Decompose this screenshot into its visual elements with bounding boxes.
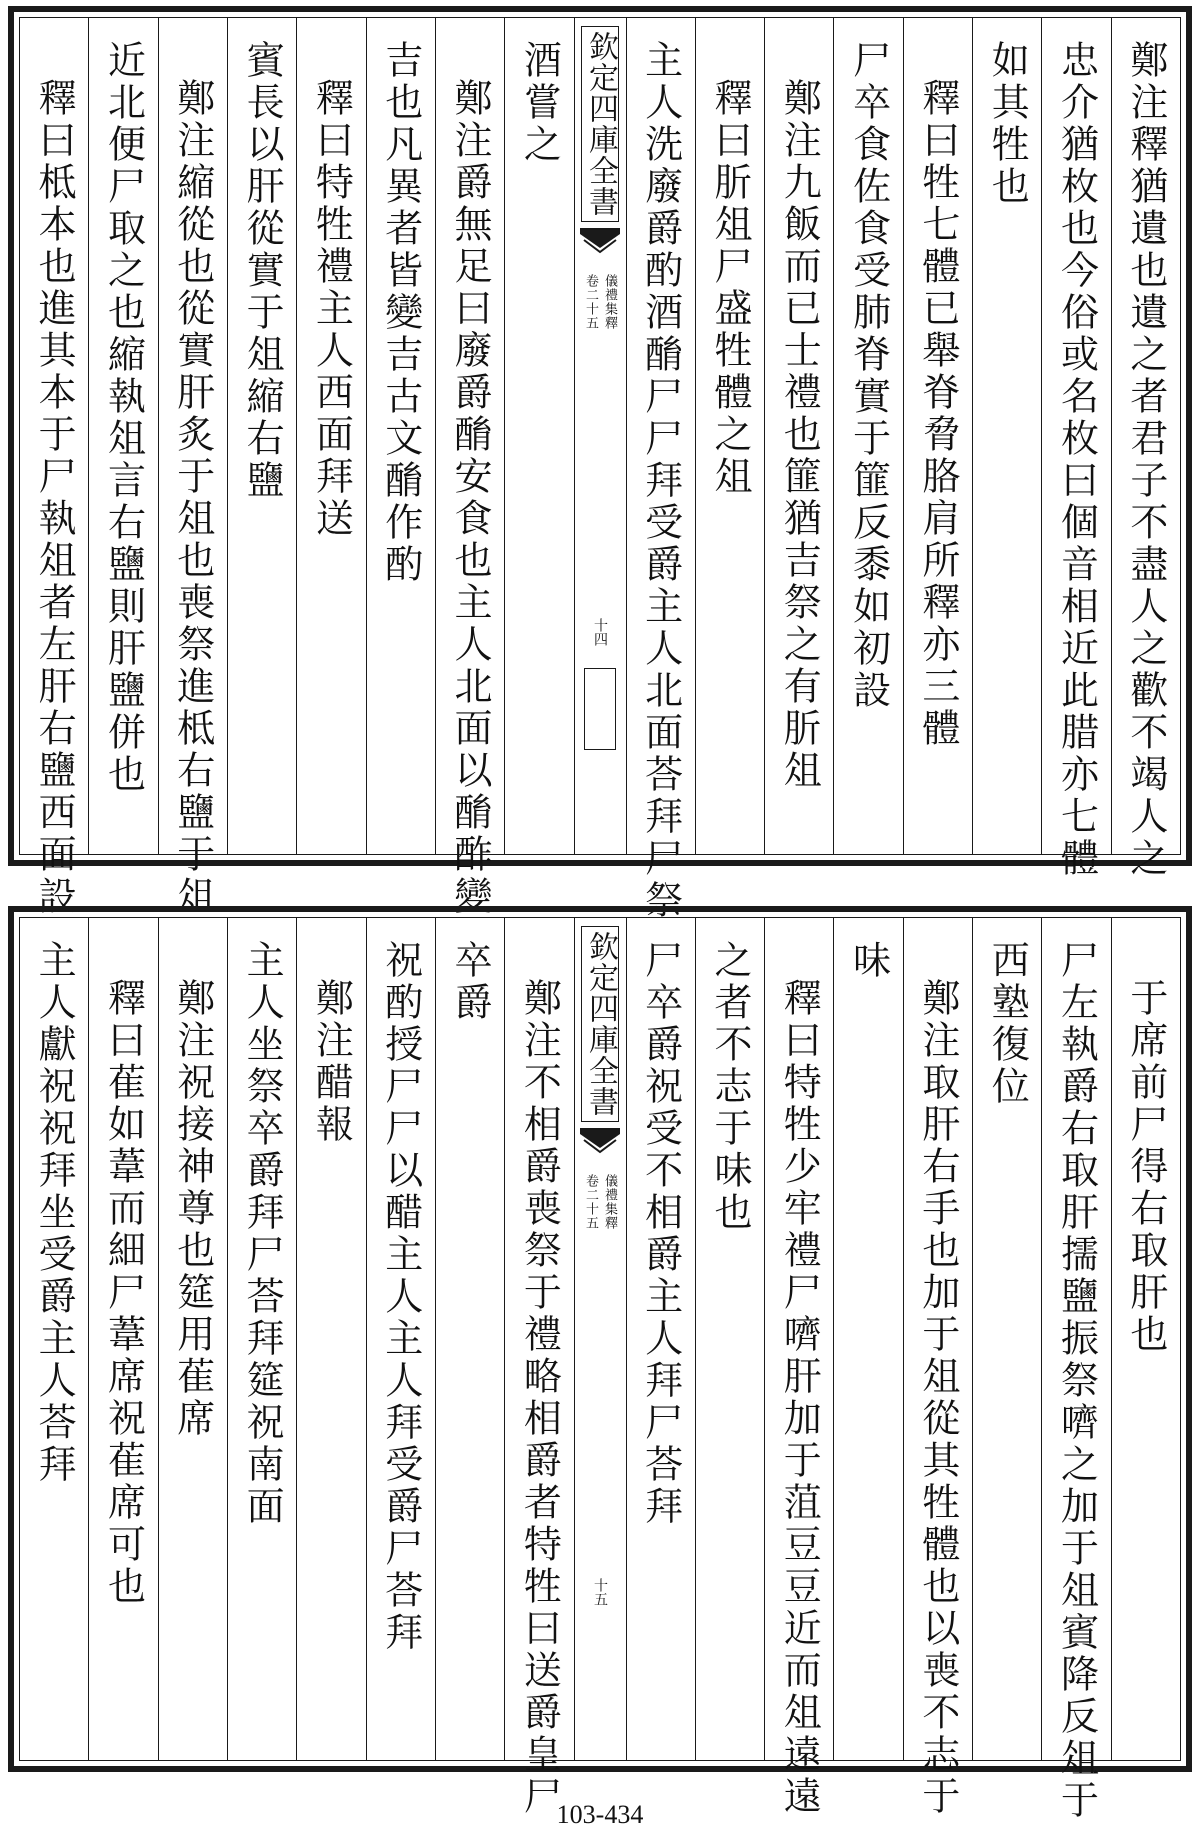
spine-page-number: 十五 bbox=[592, 1578, 608, 1606]
column-text: 鄭注取肝右手也加于俎從其牲體也以喪不志于 bbox=[915, 978, 960, 1818]
text-column bbox=[1111, 918, 1180, 1760]
text-column bbox=[626, 918, 695, 1760]
column-text: 鄭注爵無足曰廢爵酳安食也主人北面以酳酢變 bbox=[448, 78, 493, 918]
top-page-frame bbox=[8, 6, 1192, 922]
column-text: 忠介猶枚也今俗或名枚曰個音相近此腊亦七體 bbox=[1054, 40, 1099, 880]
fishtail-ornament-icon bbox=[580, 228, 620, 258]
column-text: 于席前尸得右取肝也 bbox=[1123, 978, 1168, 1356]
text-column bbox=[227, 918, 296, 1760]
text-column bbox=[366, 918, 435, 1760]
page-spine bbox=[574, 918, 626, 1760]
text-column bbox=[435, 918, 504, 1760]
column-text: 鄭注不相爵喪祭于禮略相爵者特牲曰送爵皇尸 bbox=[517, 978, 562, 1818]
text-column bbox=[972, 18, 1041, 854]
spine-box bbox=[584, 668, 616, 750]
spine-volume: 卷二十五 bbox=[583, 274, 598, 330]
text-column bbox=[366, 18, 435, 854]
column-text: 鄭注縮從也從實肝炙于俎也喪祭進柢右鹽于俎 bbox=[170, 78, 215, 918]
column-text: 西塾復位 bbox=[985, 940, 1030, 1108]
text-column bbox=[504, 918, 573, 1818]
text-column bbox=[296, 18, 365, 854]
column-text: 賓長以肝從實于俎縮右鹽 bbox=[240, 40, 285, 502]
column-text: 如其牲也 bbox=[985, 40, 1030, 208]
spine-meta bbox=[584, 274, 616, 330]
top-page-columns bbox=[20, 18, 1180, 922]
text-column bbox=[158, 918, 227, 1760]
text-column bbox=[88, 918, 157, 1760]
column-text: 釋曰萑如葦而細尸葦席祝萑席可也 bbox=[101, 978, 146, 1608]
column-text: 卒爵 bbox=[448, 940, 493, 1024]
text-column bbox=[227, 18, 296, 854]
text-column bbox=[903, 918, 972, 1818]
column-text: 鄭注釋猶遺也遺之者君子不盡人之歡不竭人之 bbox=[1123, 40, 1168, 880]
spine-book-title: 儀禮集釋 bbox=[602, 274, 617, 330]
text-column bbox=[626, 18, 695, 922]
text-column bbox=[1041, 918, 1110, 1822]
column-text: 吉也凡異者皆變吉古文酳作酌 bbox=[378, 40, 423, 586]
column-text: 尸卒爵祝受不相爵主人拜尸荅拜 bbox=[638, 940, 683, 1528]
column-text: 主人獻祝祝拜坐受爵主人荅拜 bbox=[32, 940, 77, 1486]
text-column bbox=[20, 18, 88, 918]
spine-volume: 卷二十五 bbox=[583, 1174, 598, 1230]
column-text: 祝酌授尸尸以醋主人主人拜受爵尸荅拜 bbox=[378, 940, 423, 1654]
column-text: 鄭注九飯而已士禮也篚猶吉祭之有肵俎 bbox=[777, 78, 822, 792]
text-column bbox=[972, 918, 1041, 1760]
column-text: 鄭注醋報 bbox=[309, 978, 354, 1146]
text-column bbox=[903, 18, 972, 854]
column-text: 味 bbox=[846, 940, 891, 982]
text-column bbox=[833, 918, 902, 1760]
spine-book-title: 儀禮集釋 bbox=[602, 1174, 617, 1230]
fishtail-ornament-icon bbox=[580, 1128, 620, 1158]
column-text: 鄭注祝接神尊也筵用萑席 bbox=[170, 978, 215, 1440]
text-column bbox=[296, 918, 365, 1760]
text-column bbox=[764, 918, 833, 1818]
column-text: 之者不志于味也 bbox=[707, 940, 752, 1234]
column-text: 釋曰特牲禮主人西面拜送 bbox=[309, 78, 354, 540]
text-column bbox=[833, 18, 902, 854]
text-column bbox=[695, 918, 764, 1760]
text-column bbox=[764, 18, 833, 854]
column-text: 主人洗廢爵酌酒酳尸尸拜受爵主人北面荅拜尸祭 bbox=[638, 40, 683, 922]
column-text: 酒嘗之 bbox=[517, 40, 562, 166]
spine-title: 欽定四庫全書 bbox=[581, 926, 619, 1122]
text-column bbox=[504, 18, 573, 854]
column-text: 近北便尸取之也縮執俎言右鹽則肝鹽併也 bbox=[101, 40, 146, 796]
text-column bbox=[1041, 18, 1110, 880]
page-spine bbox=[574, 18, 626, 854]
text-column bbox=[695, 18, 764, 854]
text-column bbox=[88, 18, 157, 854]
spine-page-number: 十四 bbox=[592, 618, 608, 646]
text-column bbox=[435, 18, 504, 918]
column-text: 釋曰特牲少牢禮尸嚌肝加于菹豆豆近而俎遠遠 bbox=[777, 978, 822, 1818]
text-column bbox=[158, 18, 227, 918]
spine-title: 欽定四庫全書 bbox=[581, 26, 619, 222]
column-text: 尸左執爵右取肝擩鹽振祭嚌之加于俎賓降反俎于 bbox=[1054, 940, 1099, 1822]
column-text: 釋曰柢本也進其本于尸執俎者左肝右鹽西面設 bbox=[32, 78, 77, 918]
column-text: 尸卒食佐食受肺脊實于篚反黍如初設 bbox=[846, 40, 891, 712]
top-page-inner-border bbox=[19, 17, 1181, 922]
page-number-footer: 103-434 bbox=[556, 1800, 644, 1829]
column-text: 釋曰牲七體已舉脊脅胳肩所釋亦三體 bbox=[915, 78, 960, 750]
text-column bbox=[1111, 18, 1180, 880]
column-text: 釋曰肵俎尸盛牲體之俎 bbox=[707, 78, 752, 498]
spine-meta bbox=[584, 1174, 616, 1230]
text-column bbox=[20, 918, 88, 1760]
column-text: 主人坐祭卒爵拜尸荅拜筵祝南面 bbox=[240, 940, 285, 1528]
